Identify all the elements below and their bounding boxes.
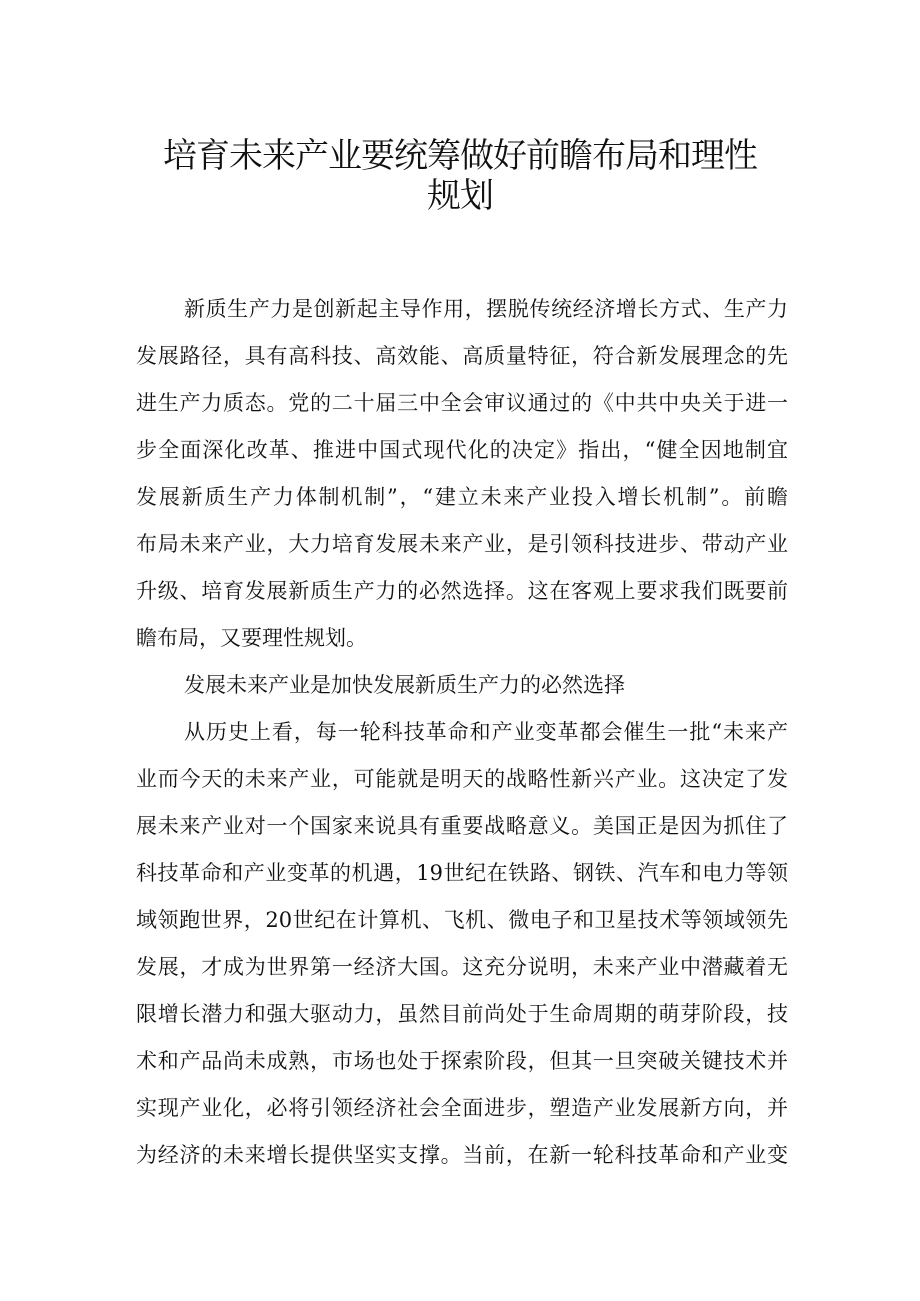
paragraph-2-line-9: 实现产业化，必将引领经济社会全面进步，塑造产业发展新方向，并: [136, 1096, 788, 1120]
document-title-line-2: 规划: [427, 176, 493, 216]
document-title-line-1: 培育未来产业要统筹做好前瞻布局和理性: [163, 136, 757, 176]
paragraph-2-line-2: 业而今天的未来产业，可能就是明天的战略性新兴产业。这决定了发: [136, 767, 788, 791]
paragraph-2-line-6: 发展，才成为世界第一经济大国。这充分说明，未来产业中潜藏着无: [136, 955, 788, 979]
paragraph-2-line-1: 从历史上看，每一轮科技革命和产业变革都会催生一批“未来产: [184, 720, 788, 744]
paragraph-1-line-6: 布局未来产业，大力培育发展未来产业，是引领科技进步、带动产业: [136, 532, 788, 556]
paragraph-1-line-3: 进生产力质态。党的二十届三中全会审议通过的《中共中央关于进一: [136, 391, 788, 415]
paragraph-1-line-8: 瞻布局，又要理性规划。: [136, 626, 367, 650]
paragraph-2-line-8: 术和产品尚未成熟，市场也处于探索阶段，但其一旦突破关键技术并: [136, 1049, 788, 1073]
paragraph-1-line-2: 发展路径，具有高科技、高效能、高质量特征，符合新发展理念的先: [136, 344, 788, 368]
paragraph-1-line-1: 新质生产力是创新起主导作用，摆脱传统经济增长方式、生产力: [184, 297, 788, 321]
paragraph-2-line-3: 展未来产业对一个国家来说具有重要战略意义。美国正是因为抓住了: [136, 814, 788, 838]
paragraph-1-line-5: 发展新质生产力体制机制”，“建立未来产业投入增长机制”。前瞻: [136, 485, 788, 509]
paragraph-1-line-4: 步全面深化改革、推进中国式现代化的决定》指出，“健全因地制宜: [136, 438, 788, 462]
paragraph-2-line-5: 域领跑世界，20世纪在计算机、飞机、微电子和卫星技术等领域领先: [136, 908, 788, 932]
paragraph-2-line-4: 科技革命和产业变革的机遇，19世纪在铁路、钢铁、汽车和电力等领: [136, 861, 788, 885]
paragraph-1-line-7: 升级、培育发展新质生产力的必然选择。这在客观上要求我们既要前: [136, 579, 788, 603]
paragraph-2-line-10: 为经济的未来增长提供坚实支撑。当前，在新一轮科技革命和产业变: [136, 1143, 788, 1167]
paragraph-2-line-7: 限增长潜力和强大驱动力，虽然目前尚处于生命周期的萌芽阶段，技: [136, 1002, 788, 1026]
section-heading: 发展未来产业是加快发展新质生产力的必然选择: [184, 673, 625, 697]
